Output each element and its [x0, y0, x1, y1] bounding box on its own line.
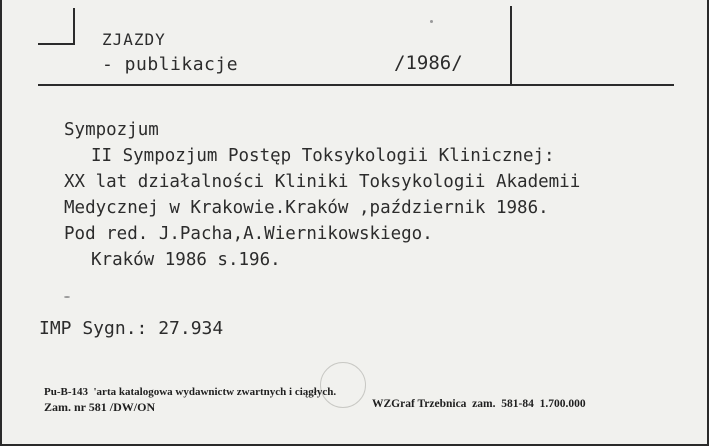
footer-line-2-left: Zam. nr 581 /DW/ON — [44, 400, 156, 414]
ink-speck — [430, 20, 433, 23]
corner-mark-vertical — [73, 8, 75, 45]
body-line-4: Medycznej w Krakowie.Kraków ,październik 1986. — [64, 198, 549, 218]
footer-line-1: Pu-B-143 'arta katalogowa wydawnictw zwartnych i ciągłych. — [44, 386, 337, 398]
header-divider-vertical — [510, 6, 512, 84]
corner-mark-horizontal — [38, 43, 75, 45]
body-line-5: Pod red. J.Pacha,A.Wiernikowskiego. — [64, 224, 433, 244]
body-line-2: II Sympozjum Postęp Toksykologii Klinicznej: — [91, 146, 555, 166]
header-rule — [38, 84, 674, 86]
body-line-3: XX lat działalności Kliniki Toksykologii Akademii — [64, 172, 581, 192]
body-line-6: Kraków 1986 s.196. — [91, 250, 281, 270]
call-number: IMP Sygn.: 27.934 — [39, 318, 224, 339]
year-marker: /1986/ — [394, 52, 463, 74]
heading-line-2: - publikacje — [102, 54, 239, 75]
footer-line-2-right: WZGraf Trzebnica zam. 581-84 1.700.000 — [372, 398, 586, 410]
catalog-card — [2, 0, 707, 444]
faint-stamp-outline — [320, 362, 366, 408]
ink-speck — [64, 296, 70, 298]
heading-line-1: ZJAZDY — [102, 30, 166, 49]
body-line-1: Sympozjum — [64, 120, 159, 140]
